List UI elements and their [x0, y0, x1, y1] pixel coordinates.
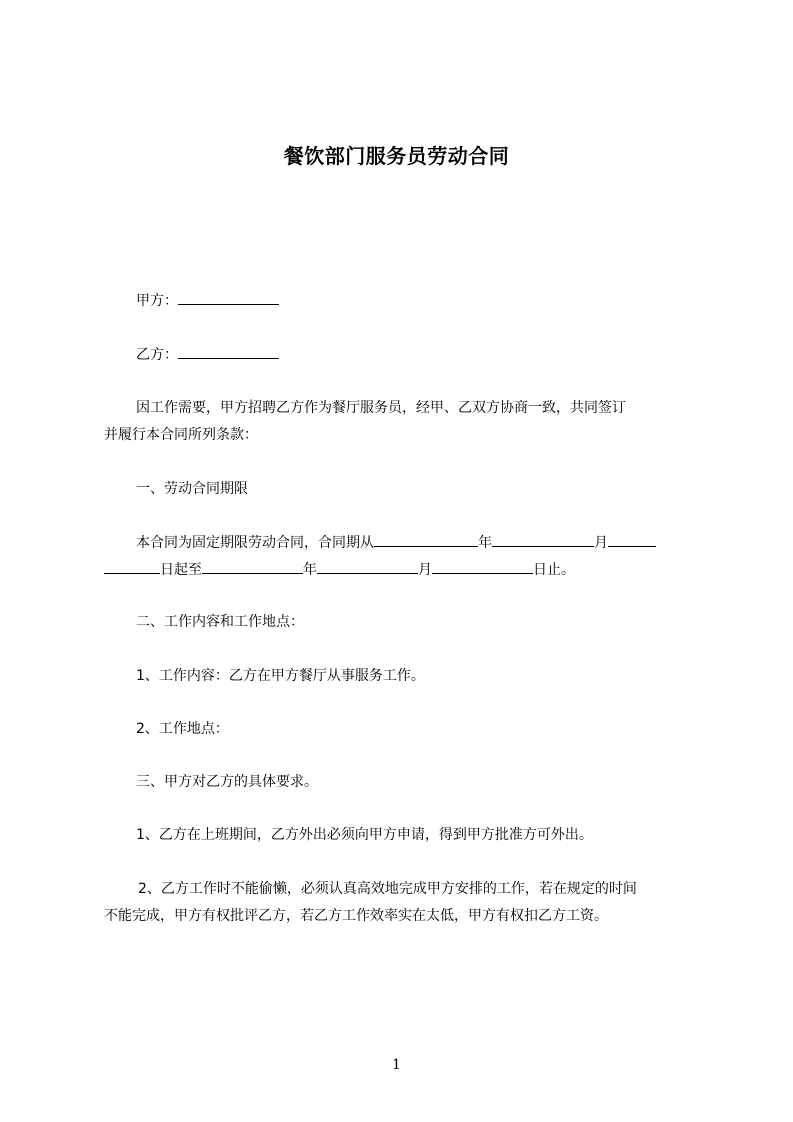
intro-line-2: 并履行本合同所列条款： — [104, 427, 258, 443]
item-3-1: 1、乙方在上班期间，乙方外出必须向甲方申请，得到甲方批准方可外出。 — [136, 827, 593, 843]
term-line-1 — [136, 532, 656, 553]
party-a-line — [136, 290, 279, 311]
term-end-year-label: 年 — [303, 562, 317, 578]
item-2-1: 1、工作内容：乙方在甲方餐厅从事服务工作。 — [136, 668, 425, 684]
item-3-2-line-1: 2、乙方工作时不能偷懒，必须认真高效地完成甲方安排的工作，若在规定的时间 — [138, 881, 637, 897]
term-end-month-blank — [317, 559, 418, 574]
term-end-year-blank — [202, 559, 303, 574]
party-b-blank — [178, 344, 279, 359]
item-3-2-line-2: 不能完成，甲方有权批评乙方，若乙方工作效率实在太低，甲方有权扣乙方工资。 — [104, 908, 608, 924]
page-number: 1 — [392, 1057, 401, 1073]
section-1-heading: 一、劳动合同期限 — [136, 481, 248, 497]
section-2-heading: 二、工作内容和工作地点： — [136, 614, 304, 630]
term-end-day-blank — [432, 559, 533, 574]
party-b-line — [136, 344, 279, 365]
term-start-month-blank — [492, 532, 594, 547]
term-start-year-blank — [374, 532, 478, 547]
section-3-heading: 三、甲方对乙方的具体要求。 — [136, 774, 318, 790]
term-start-day-blank — [608, 532, 656, 547]
term-end-month-label: 月 — [418, 562, 432, 578]
term-day-from-label: 日起至 — [160, 562, 202, 578]
term-year-label: 年 — [478, 535, 492, 551]
party-a-label: 甲方： — [136, 293, 178, 309]
intro-line-1: 因工作需要，甲方招聘乙方作为餐厅服务员，经甲、乙双方协商一致，共同签订 — [136, 400, 626, 416]
term-text-start: 本合同为固定期限劳动合同，合同期从 — [136, 535, 374, 551]
party-b-label: 乙方： — [136, 347, 178, 363]
page-title: 餐饮部门服务员劳动合同 — [283, 144, 510, 168]
party-a-blank — [178, 290, 279, 305]
term-month-label: 月 — [594, 535, 608, 551]
term-line-2 — [104, 559, 575, 580]
term-day-end-label: 日止。 — [533, 562, 575, 578]
term-start-day-blank-cont — [104, 559, 160, 574]
item-2-2: 2、工作地点： — [136, 721, 229, 737]
